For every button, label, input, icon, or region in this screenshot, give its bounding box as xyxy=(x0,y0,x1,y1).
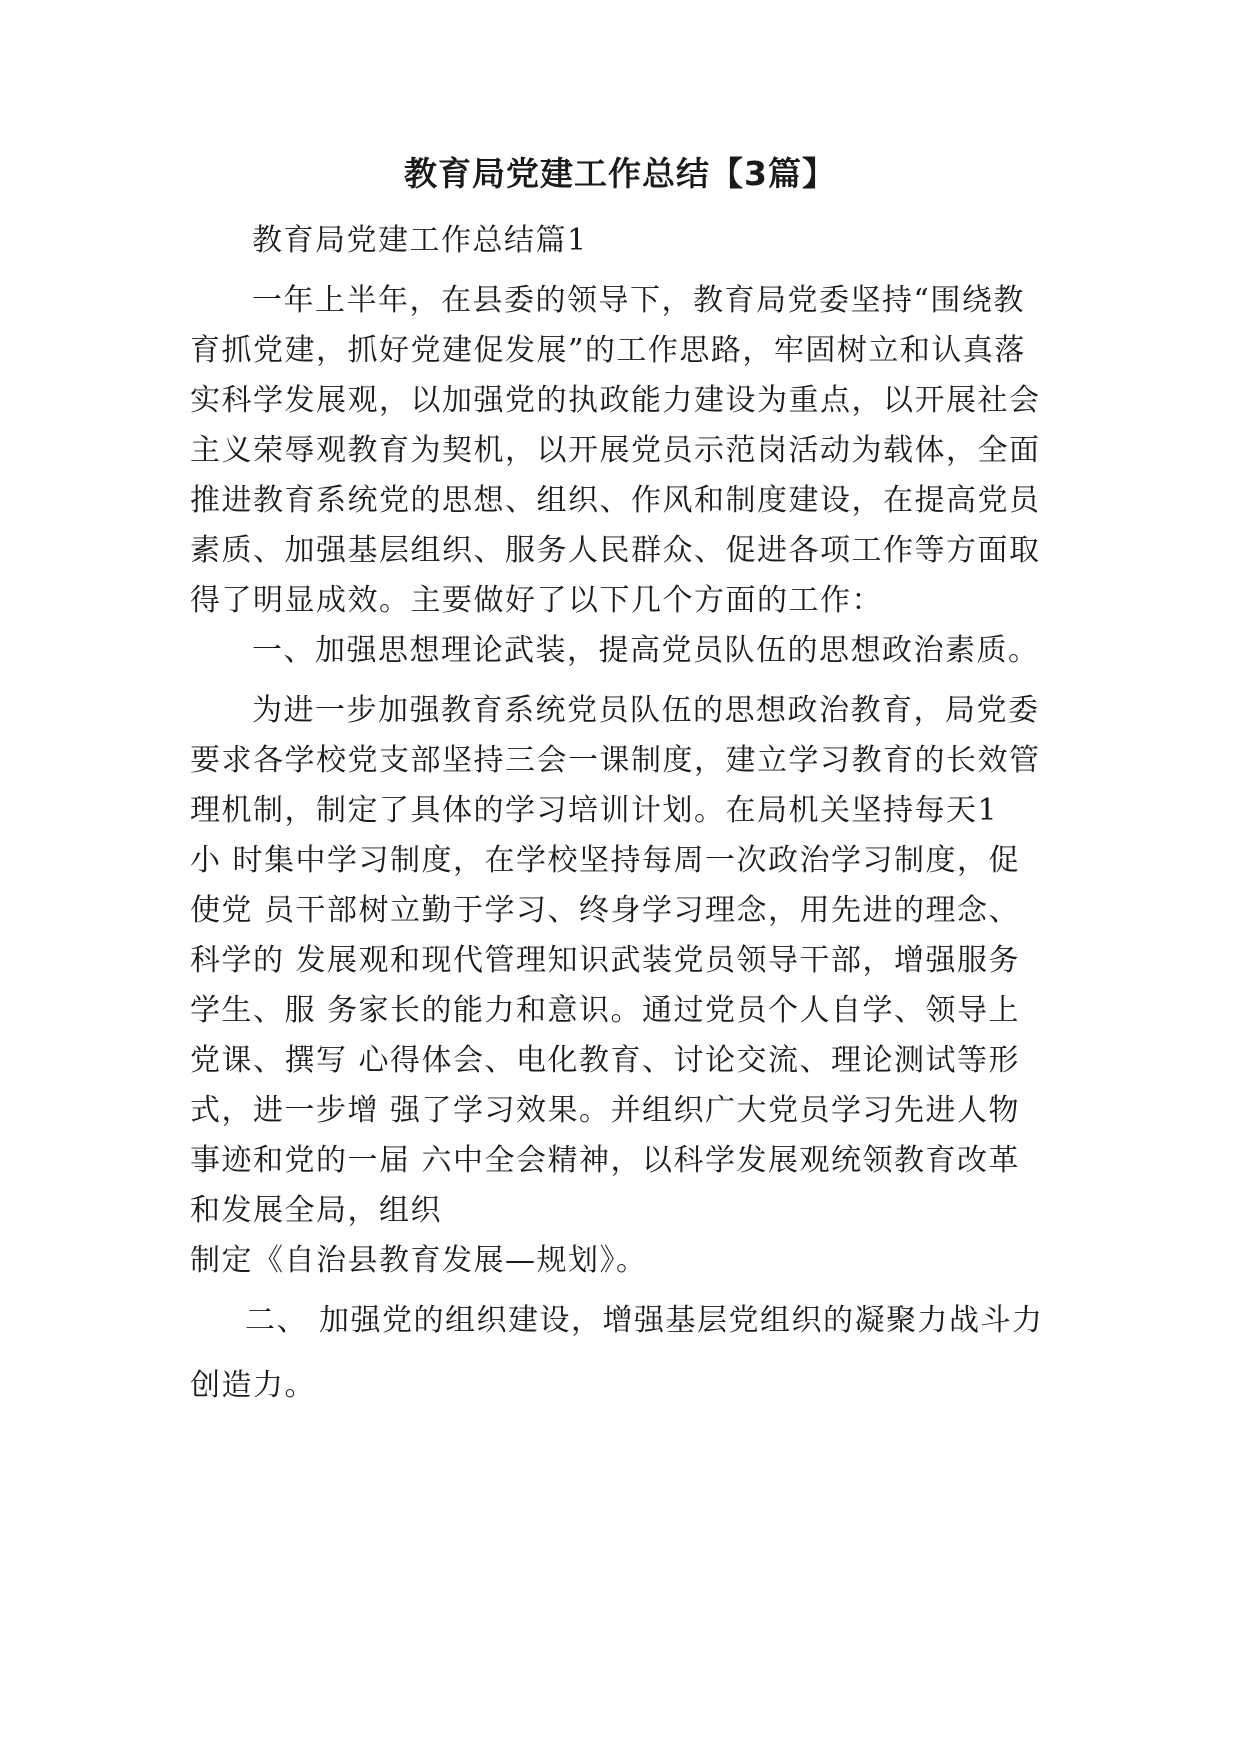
paragraph-line: 主义荣辱观教育为契机，以开展党员示范岗活动为载体，全面 xyxy=(190,433,1041,468)
paragraph-line: 要求各学校党支部坚持三会一课制度，建立学习教育的长效管 xyxy=(190,743,1041,778)
paragraph-line: 推进教育系统党的思想、组织、作风和制度建设，在提高党员 xyxy=(190,483,1041,518)
paragraph-line: 实科学发展观，以加强党的执政能力建设为重点，以开展社会 xyxy=(190,383,1041,418)
paragraph-line: 理机制，制定了具体的学习培训计划。在局机关坚持每天1 xyxy=(190,793,999,828)
paragraph-line: 制定《自治县教育发展—规划》。 xyxy=(190,1243,648,1278)
paragraph-line: 式，进一步增 强了学习效果。并组织广大党员学习先进人物 xyxy=(190,1093,1021,1128)
paragraph-line: 为进一步加强教育系统党员队伍的思想政治教育，局党委 xyxy=(252,693,1040,728)
paragraph-line: 和发展全局，组织 xyxy=(190,1193,442,1228)
paragraph-line: 育抓党建，抓好党建促发展”的工作思路，牢固树立和认真落 xyxy=(190,333,1026,368)
document-title: 教育局党建工作总结【3篇】 xyxy=(404,154,836,193)
paragraph-line: 小 时集中学习制度，在学校坚持每周一次政治学习制度，促 xyxy=(190,843,1021,878)
subheading-line: 一、加强思想理论武装，提高党员队伍的思想政治素质。 xyxy=(252,633,1040,668)
paragraph-line: 素质、加强基层组织、服务人民群众、促进各项工作等方面取 xyxy=(190,533,1041,568)
paragraph-line: 得了明显成效。主要做好了以下几个方面的工作： xyxy=(190,583,883,618)
paragraph-line: 学生、服 务家长的能力和意识。通过党员个人自学、领导上 xyxy=(190,993,1021,1028)
paragraph-line: 科学的 发展观和现代管理知识武装党员领导干部，增强服务 xyxy=(190,943,1021,978)
paragraph-line: 党课、撰写 心得体会、电化教育、讨论交流、理论测试等形 xyxy=(190,1043,1021,1078)
subheading-line: 二、 加强党的组织建设，增强基层党组织的凝聚力战斗力 xyxy=(245,1303,1044,1338)
subheading-line: 创造力。 xyxy=(190,1368,316,1403)
paragraph-line: 事迹和党的一届 六中全会精神，以科学发展观统领教育改革 xyxy=(190,1143,1021,1178)
section-heading: 教育局党建工作总结篇1 xyxy=(252,223,588,258)
paragraph-line: 使党 员干部树立勤于学习、终身学习理念，用先进的理念、 xyxy=(190,893,1021,928)
paragraph-line: 一年上半年，在县委的领导下，教育局党委坚持“围绕教 xyxy=(252,283,1025,318)
